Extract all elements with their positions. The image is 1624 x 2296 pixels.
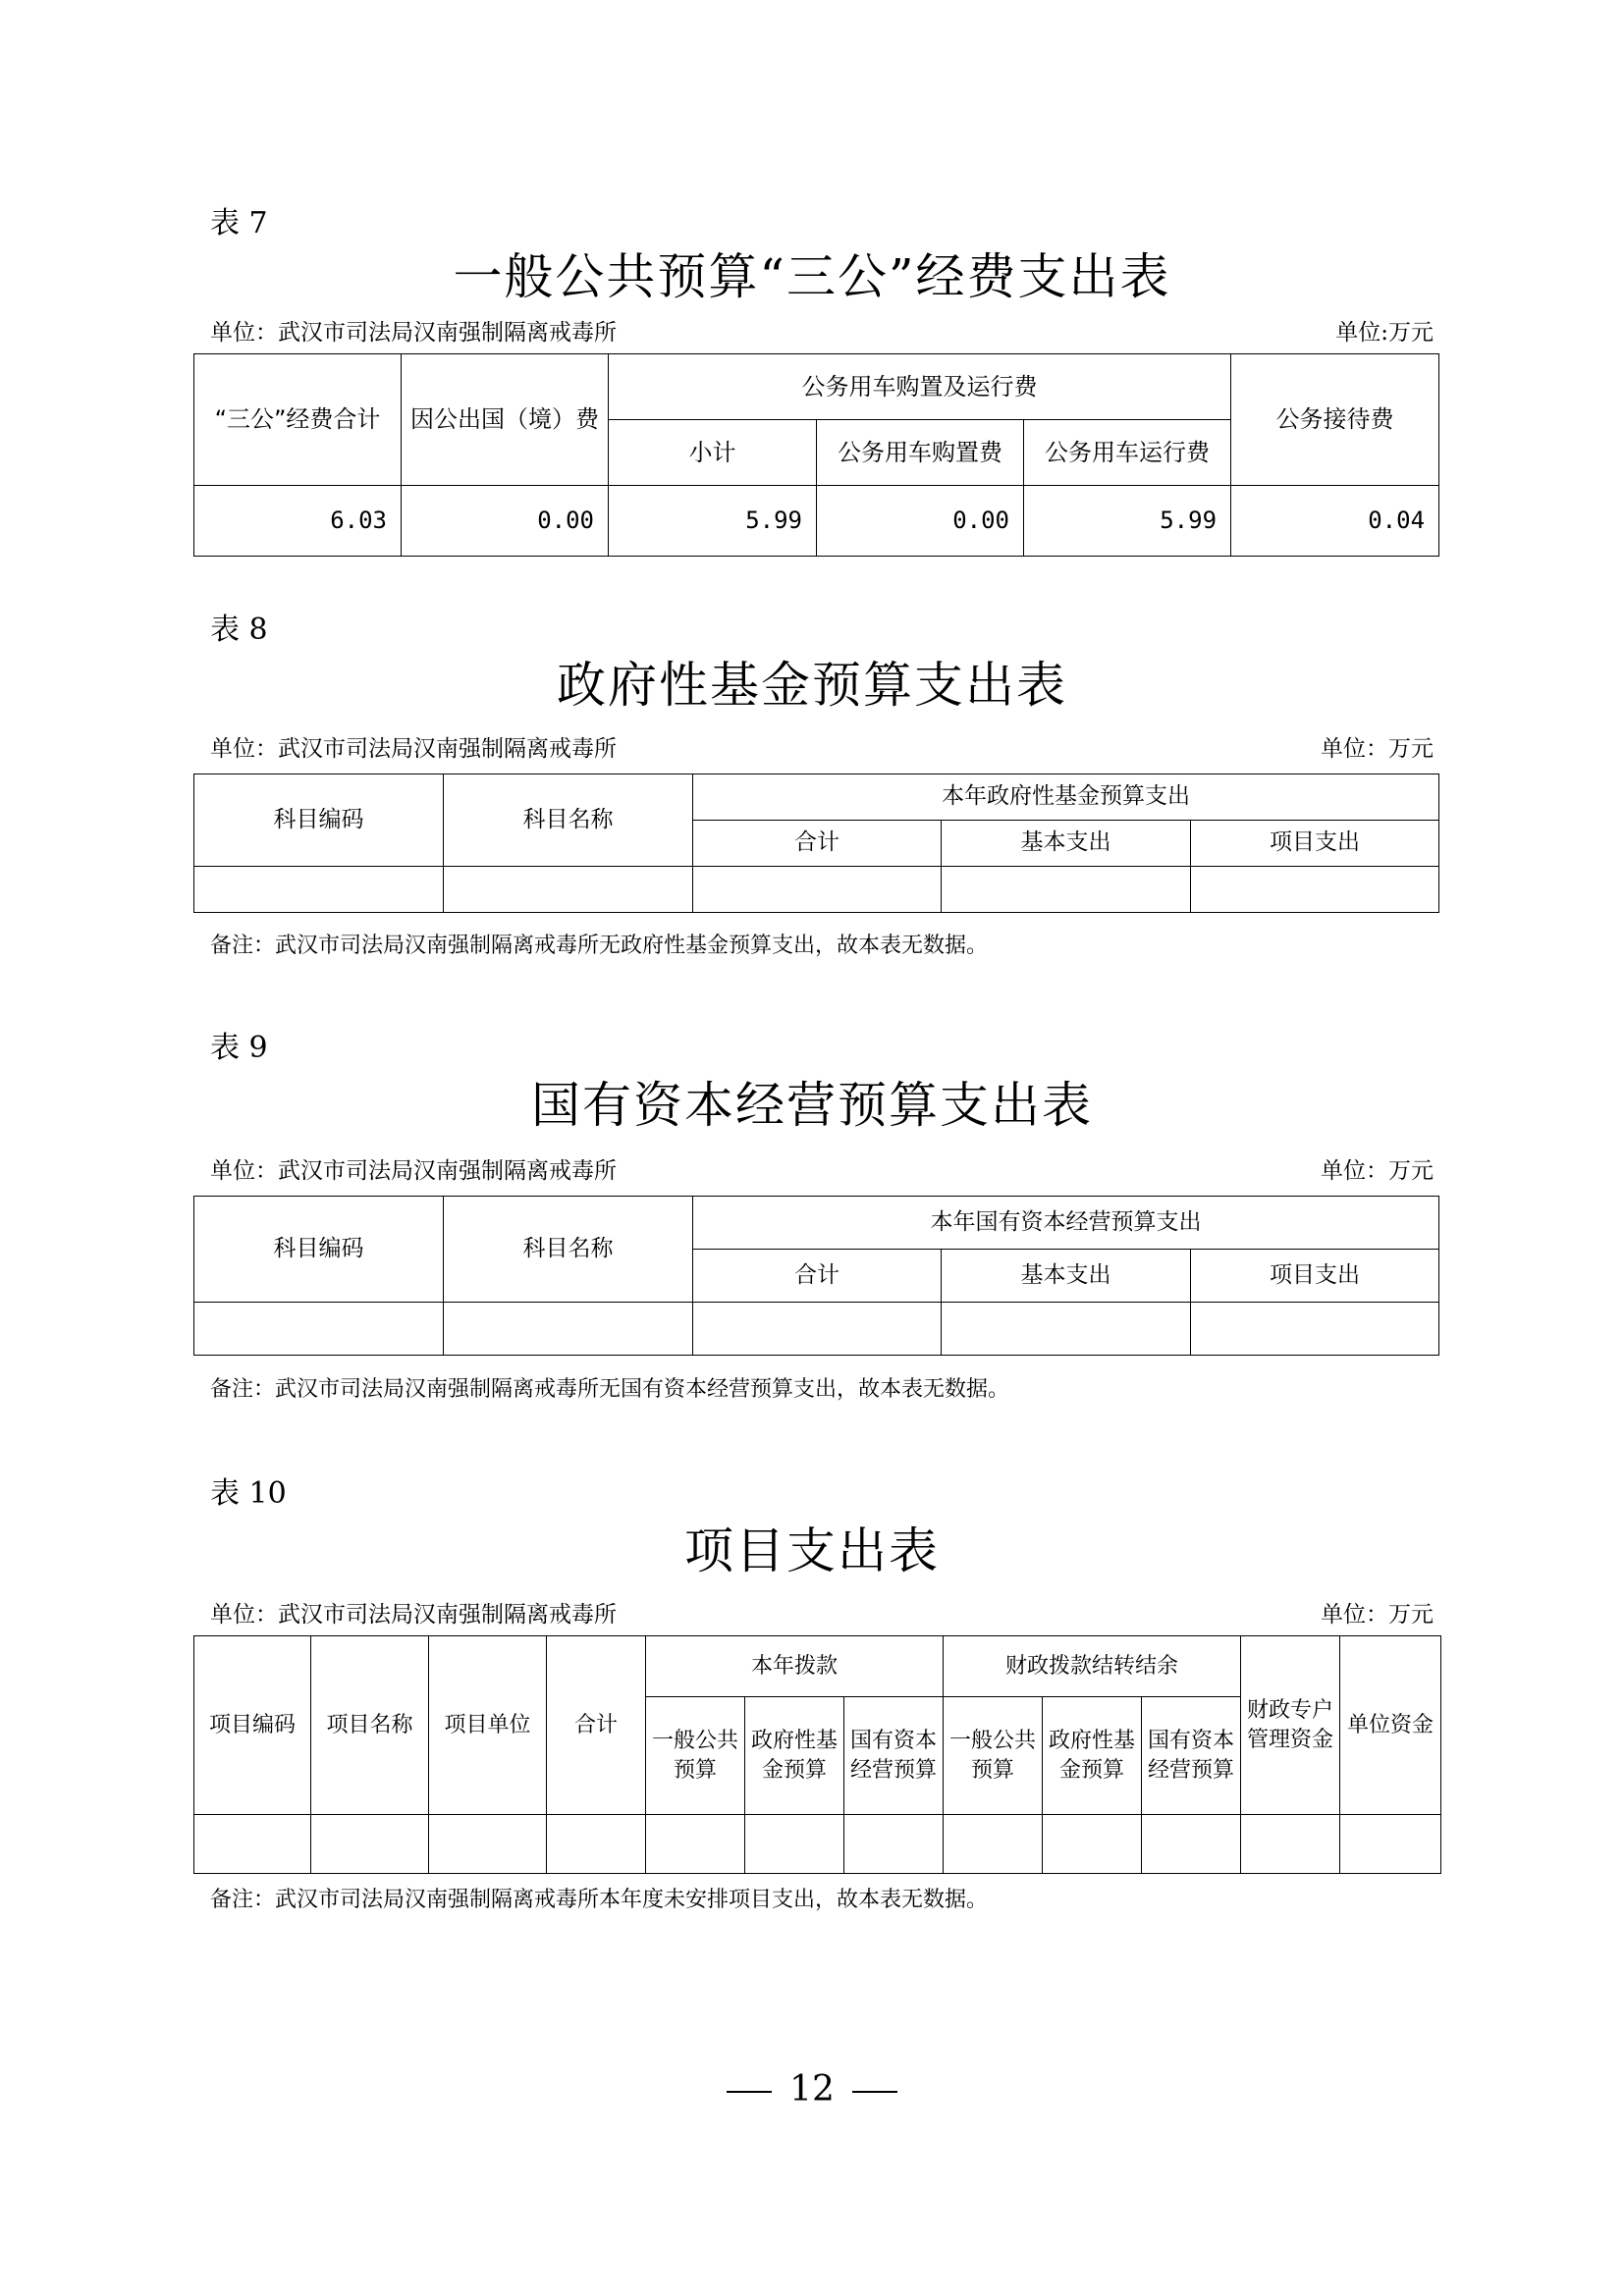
header-subject-name: 科目名称 <box>444 1197 693 1303</box>
table-row <box>194 1815 1441 1874</box>
cell-abroad: 0.00 <box>402 486 609 557</box>
header-project-code: 项目编码 <box>194 1636 311 1815</box>
cell-car-running: 5.99 <box>1024 486 1231 557</box>
header-state-capital-budget: 国有资本经营预算 <box>844 1697 944 1815</box>
header-own-funds: 单位资金 <box>1340 1636 1441 1815</box>
header-fund-group: 本年政府性基金预算支出 <box>693 774 1439 821</box>
header-reception-fee: 公务接待费 <box>1231 354 1439 486</box>
header-abroad-fee: 因公出国（境）费 <box>402 354 609 486</box>
table-10-unit-org: 单位：武汉市司法局汉南强制隔离戒毒所 <box>210 1602 617 1628</box>
table-8 <box>193 774 1439 913</box>
header-car-running: 公务用车运行费 <box>1024 420 1231 486</box>
header-project: 项目支出 <box>1191 821 1439 867</box>
cell-car-purchase: 0.00 <box>817 486 1024 557</box>
table-7 <box>193 353 1439 557</box>
table-row <box>194 486 1439 557</box>
table-7-label: 表 7 <box>210 206 268 240</box>
table-8-label: 表 8 <box>210 613 268 647</box>
cell-reception: 0.04 <box>1231 486 1439 557</box>
header-total: 合计 <box>547 1636 646 1815</box>
header-car-purchase: 公务用车购置费 <box>817 420 1024 486</box>
header-fund-budget: 政府性基金预算 <box>745 1697 844 1815</box>
table-row <box>194 1303 1439 1356</box>
header-carry-general-budget: 一般公共预算 <box>944 1697 1043 1815</box>
table-10-unit-currency: 单位：万元 <box>1321 1602 1434 1628</box>
table-9-unit-currency: 单位：万元 <box>1321 1158 1434 1184</box>
header-car-group: 公务用车购置及运行费 <box>609 354 1231 420</box>
table-8-note: 备注：武汉市司法局汉南强制隔离戒毒所无政府性基金预算支出，故本表无数据。 <box>210 934 989 958</box>
header-subject-code: 科目编码 <box>194 774 444 867</box>
header-carry-fund-budget: 政府性基金预算 <box>1043 1697 1142 1815</box>
table-9 <box>193 1196 1439 1356</box>
table-7-unit-currency: 单位:万元 <box>1335 320 1434 346</box>
header-year-allocation: 本年拨款 <box>646 1636 944 1697</box>
dash-left <box>727 2091 772 2093</box>
table-10-title: 项目支出表 <box>684 1522 940 1579</box>
header-basic: 基本支出 <box>942 1250 1191 1303</box>
header-total: 合计 <box>693 821 942 867</box>
header-subtotal: 小计 <box>609 420 817 486</box>
table-8-unit-org: 单位：武汉市司法局汉南强制隔离戒毒所 <box>210 736 617 762</box>
cell-total: 6.03 <box>194 486 402 557</box>
table-8-unit-currency: 单位：万元 <box>1321 736 1434 762</box>
cell-subtotal: 5.99 <box>609 486 817 557</box>
table-10-label: 表 10 <box>210 1476 287 1511</box>
header-subject-code: 科目编码 <box>194 1197 444 1303</box>
header-carry-state-capital-budget: 国有资本经营预算 <box>1142 1697 1241 1815</box>
header-project: 项目支出 <box>1191 1250 1439 1303</box>
header-special-account: 财政专户管理资金 <box>1241 1636 1340 1815</box>
page-number <box>0 2069 1624 2109</box>
header-subject-name: 科目名称 <box>444 774 693 867</box>
table-10-note: 备注：武汉市司法局汉南强制隔离戒毒所本年度未安排项目支出，故本表无数据。 <box>210 1888 989 1912</box>
table-7-title: 一般公共预算“三公”经费支出表 <box>453 248 1171 305</box>
table-row <box>194 867 1439 913</box>
header-total: 合计 <box>693 1250 942 1303</box>
header-state-capital-group: 本年国有资本经营预算支出 <box>693 1197 1439 1250</box>
dash-right <box>852 2091 897 2093</box>
header-carryover: 财政拨款结转结余 <box>944 1636 1241 1697</box>
table-9-title: 国有资本经营预算支出表 <box>531 1077 1093 1134</box>
header-project-unit: 项目单位 <box>429 1636 547 1815</box>
table-8-title: 政府性基金预算支出表 <box>557 657 1067 714</box>
table-9-unit-org: 单位：武汉市司法局汉南强制隔离戒毒所 <box>210 1158 617 1184</box>
page-number-value: 12 <box>789 2069 835 2109</box>
header-project-name: 项目名称 <box>311 1636 429 1815</box>
header-basic: 基本支出 <box>942 821 1191 867</box>
table-9-note: 备注：武汉市司法局汉南强制隔离戒毒所无国有资本经营预算支出，故本表无数据。 <box>210 1377 1010 1402</box>
table-9-label: 表 9 <box>210 1031 268 1065</box>
header-three-public-total: “三公”经费合计 <box>194 354 402 486</box>
table-10 <box>193 1635 1441 1874</box>
header-general-budget: 一般公共预算 <box>646 1697 745 1815</box>
table-7-unit-org: 单位：武汉市司法局汉南强制隔离戒毒所 <box>210 320 617 346</box>
